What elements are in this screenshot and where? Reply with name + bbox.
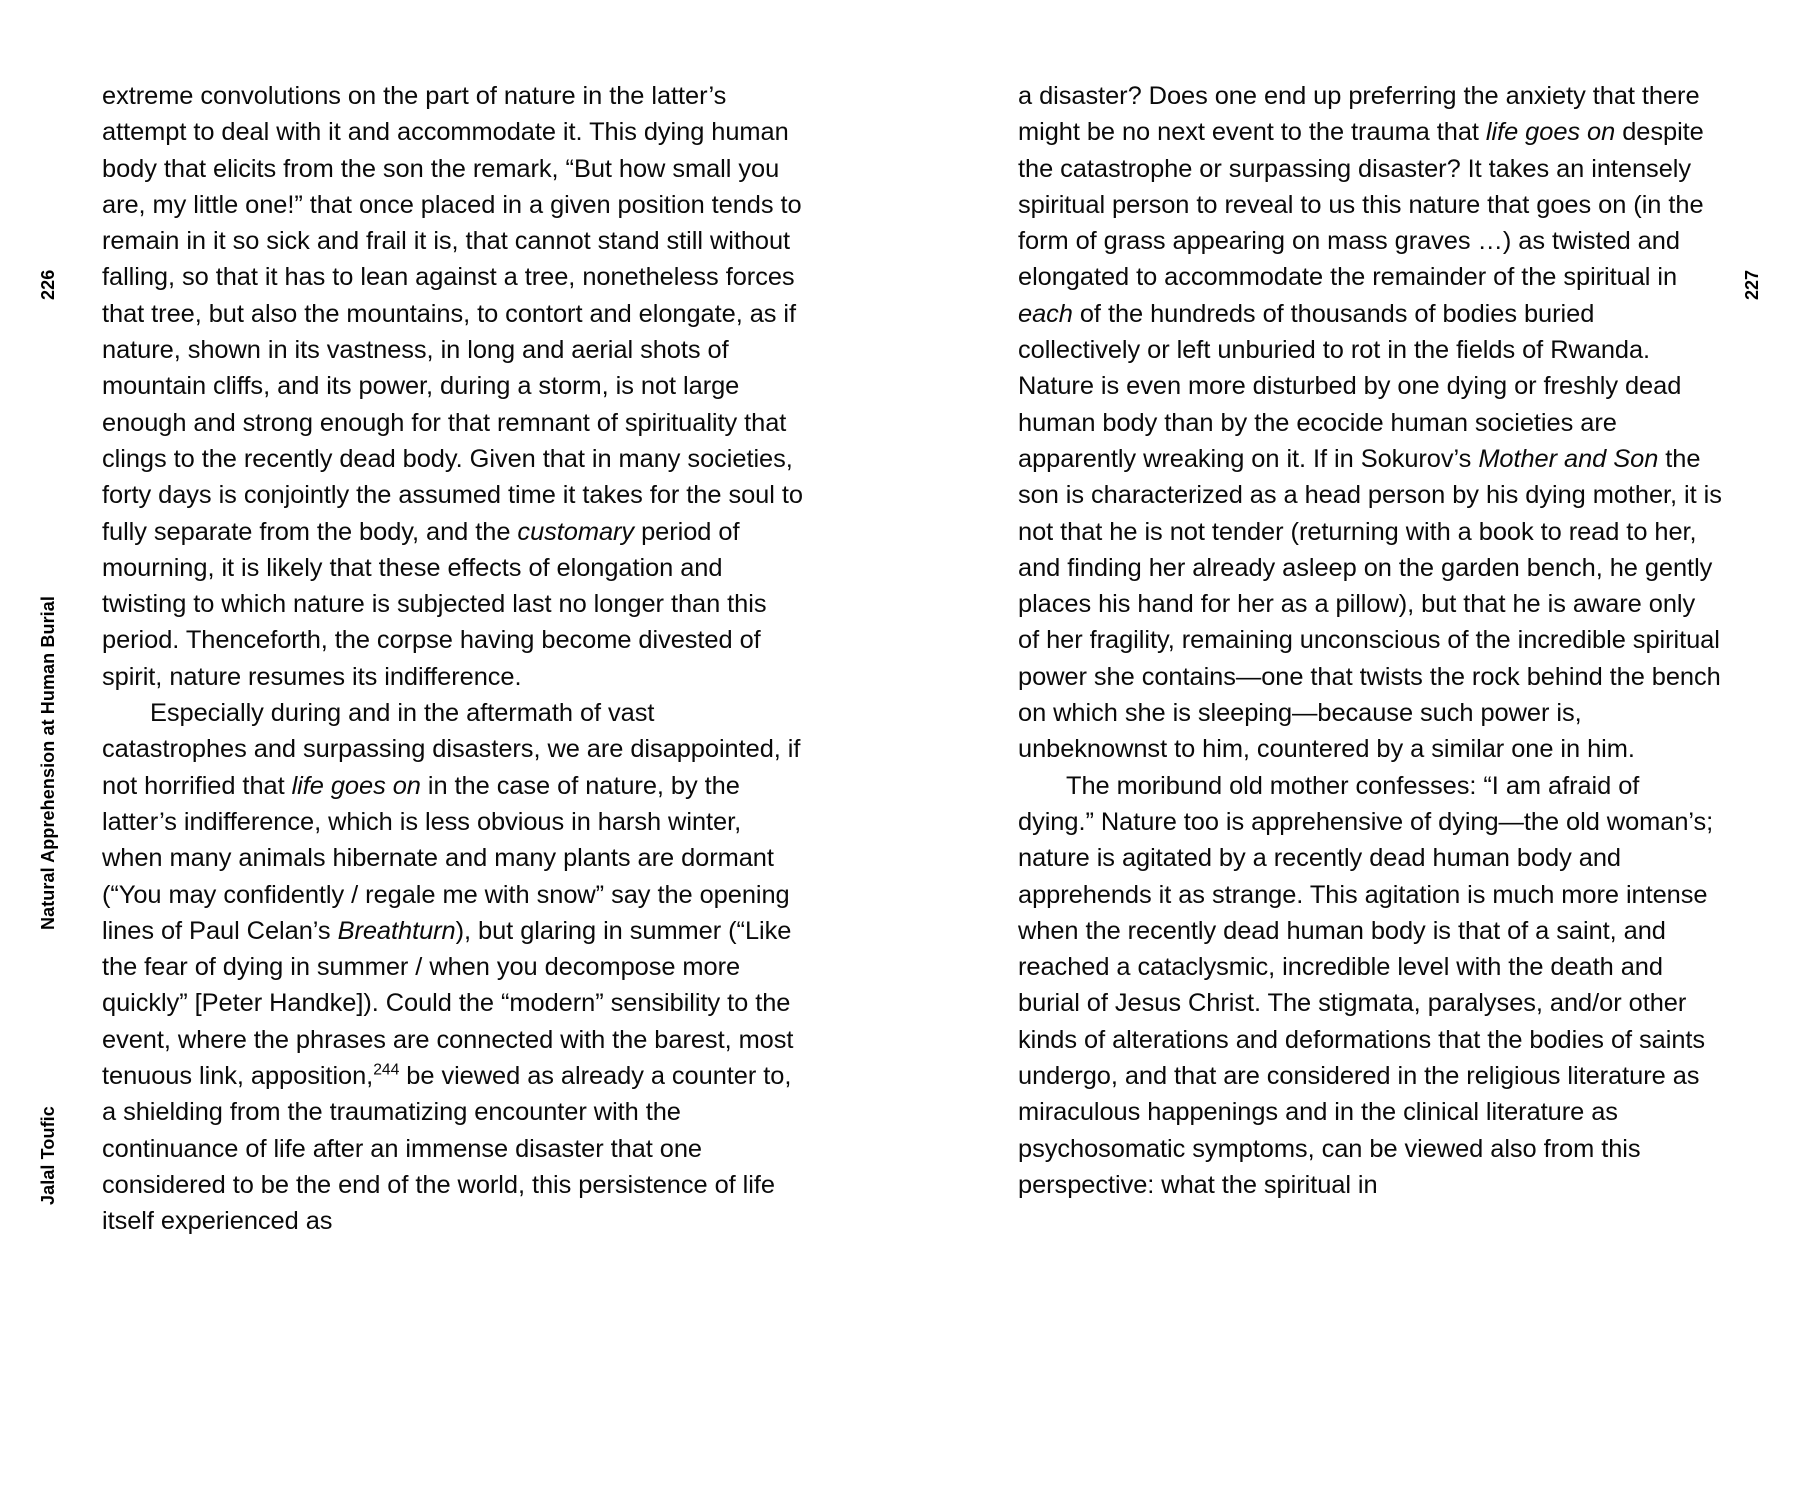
chapter-running-head: Natural Apprehension at Human Burial (38, 596, 58, 930)
body-text: ), but glaring in summer (“Like the fear of dying in summer / when you decompose more quickly” [Peter Handke]). Could the “modern” sensibility to the event, where the phrases are connected with the barest, most tenuous link, apposition, (102, 916, 794, 1091)
page-number-left: 226 (38, 269, 58, 300)
body-text: the son is characterized as a head person by his dying mother, it is not that he is not tender (returning with a book to read to her, and finding her already asleep on the garden bench, he gently places his hand for her as a pillow), but that he is aware only of her fragility, remaining unconscious of the incredible spiritual power she contains—one that twists the rock behind the bench on which she is sleeping—because such power is, unbeknownst to him, countered by a similar one in him. (1018, 444, 1722, 764)
emphasis-text: each (1018, 299, 1073, 328)
author-running-head: Jalal Toufic (38, 1106, 58, 1205)
body-text: extreme convolutions on the part of nature in the latter’s attempt to deal with it and accommodate it. This dying human body that elicits from the son the remark, “But how small you are, my little one!” that once placed in a given position tends to remain in it so sick and frail it is, that cannot stand still without falling, so that it has to lean against a tree, nonetheless forces that tree, but also the mountains, to contort and elongate, as if nature, shown in its vastness, in long and aerial shots of mountain cliffs, and its power, during a storm, is not large enough and strong enough for that remnant of spirituality that clings to the recently dead body. Given that in many societies, forty days is conjointly the assumed time it takes for the soul to fully separate from the body, and the (102, 82, 803, 546)
body-text: be viewed as already a counter to, a shielding from the traumatizing encounter with the continuance of life after an immense disaster that one considered to be the end of the world, this persistence of life itself experienced as (102, 1062, 792, 1236)
emphasis-text: customary (517, 517, 635, 546)
paragraph (1018, 78, 1722, 768)
emphasis-text: Breathturn (337, 916, 456, 945)
body-text: period of mourning, it is likely that these effects of elongation and twisting to which nature is subjected last no longer than this period. Thenceforth, the corpse having become divested of spirit, nature resumes its indifference. (102, 517, 767, 691)
right-page-text-column (1018, 78, 1722, 1203)
emphasis-text: life goes on (1485, 118, 1616, 147)
left-page-text-column (102, 78, 806, 1240)
body-text: despite the catastrophe or surpassing disaster? It takes an intensely spiritual person to reveal to us this nature that goes on (in the form of grass appearing on mass graves …) as twisted and elongated to accommodate the remainder of the spiritual in (1018, 118, 1704, 292)
body-text: The moribund old mother confesses: “I am afraid of dying.” Nature too is apprehensive of dying—the old woman’s; nature is agitated by a recently dead human body and apprehends it as strange. This agitation is much more intense when the recently dead human body is that of a saint, and reached a cataclysmic, incredible level with the death and burial of Jesus Christ. The stigmata, paralyses, and/or other kinds of alterations and deformations that the bodies of saints undergo, and that are considered in the religious literature as miraculous happenings and in the clinical literature as psychosomatic symptoms, can be viewed also from this perspective: what the spiritual in (1018, 771, 1714, 1199)
body-text: Especially during and in the aftermath of vast catastrophes and surpassing disasters, we are disappointed, if not horrified that (102, 699, 801, 800)
paragraph (102, 78, 806, 695)
body-text: of the hundreds of thousands of bodies buried collectively or left unburied to rot in the fields of Rwanda. Nature is even more disturbed by one dying or freshly dead human body than by the ecocide human societies are apparently wreaking on it. If in Sokurov’s (1018, 299, 1682, 473)
body-text: a disaster? Does one end up preferring the anxiety that there might be no next event to the trauma that (1018, 82, 1700, 147)
emphasis-text: life goes on (291, 771, 421, 800)
body-text: in the case of nature, by the latter’s indifference, which is less obvious in harsh winter, when many animals hibernate and many plants are dormant (“You may confidently / regale me with snow” say the opening lines of Paul Celan’s (102, 771, 790, 945)
paragraph (1018, 768, 1722, 1204)
emphasis-text: Mother and Son (1478, 444, 1659, 473)
paragraph (102, 695, 806, 1239)
page-number-right: 227 (1742, 269, 1762, 300)
footnote-marker: 244 (373, 1061, 400, 1079)
